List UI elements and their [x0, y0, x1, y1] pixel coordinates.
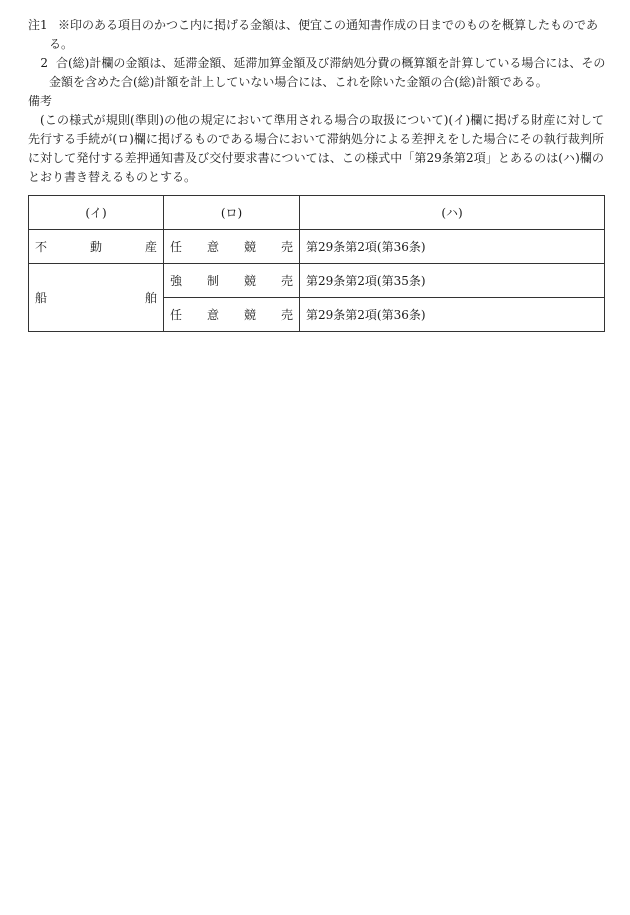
table-row	[29, 230, 605, 264]
procedure-char: 競	[243, 308, 256, 322]
article-cell: 第29条第2項(第36条)	[300, 298, 605, 332]
procedure-char: 意	[206, 240, 219, 254]
procedure-cell	[164, 298, 300, 332]
procedure-char: 売	[280, 240, 293, 254]
note-2-text-line-2: 金額を含めた合(総)計額を計上していない場合には、これを除いた金額の合(総)計額である。	[49, 75, 548, 89]
procedure-char: 競	[243, 274, 256, 288]
property-cell	[29, 230, 164, 264]
property-char: 産	[144, 240, 157, 254]
procedure-char: 強	[170, 274, 183, 288]
note-1	[28, 16, 604, 35]
note-1-text-line-2: る。	[49, 37, 74, 51]
header-ro: (ロ)	[164, 196, 300, 230]
note-2-text-line-1: 合(総)計欄の金額は、延滞金額、延滞加算金額及び滞納処分費の概算額を計算している場合には、その	[56, 56, 606, 70]
property-char: 動	[89, 240, 102, 254]
procedure-char: 任	[170, 308, 183, 322]
procedure-char: 制	[206, 274, 219, 288]
note-1-text-line-1: ※印のある項目のかつこ内に掲げる金額は、便宜この通知書作成の日までのものを概算したものであ	[58, 18, 599, 32]
header-ha: (ハ)	[300, 196, 605, 230]
procedure-char: 競	[243, 240, 256, 254]
table-row	[29, 264, 605, 298]
note-2-number: 2	[40, 56, 48, 70]
table-header-row	[29, 196, 605, 230]
procedure-char: 売	[280, 274, 293, 288]
property-char: 不	[35, 240, 48, 254]
procedure-cell	[164, 264, 300, 298]
remarks-heading: 備考	[28, 94, 53, 108]
property-char: 船	[35, 291, 48, 305]
property-char: 舶	[144, 291, 157, 305]
header-i: (イ)	[29, 196, 164, 230]
procedure-char: 任	[170, 240, 183, 254]
note-1-label: 注1	[28, 18, 48, 32]
property-cell	[29, 264, 164, 332]
procedure-char: 意	[206, 308, 219, 322]
note-2	[28, 54, 604, 73]
procedure-char: 売	[280, 308, 293, 322]
document	[28, 16, 604, 332]
article-cell: 第29条第2項(第36条)	[300, 230, 605, 264]
substitution-table	[28, 195, 605, 332]
procedure-cell	[164, 230, 300, 264]
remarks-text: (この様式が規則(準則)の他の規定において準用される場合の取扱について)(イ)欄に掲げる財産に対して先行する手続が(ロ)欄に掲げるものである場合において滞納処分による差押えをした場合にその執行裁判所に対して発付する差押通知書及び交付要求書については、この様式中「第29条第2項」とあるのは(ハ)欄のとおり書き替えるものとする。	[28, 113, 604, 184]
article-cell: 第29条第2項(第35条)	[300, 264, 605, 298]
